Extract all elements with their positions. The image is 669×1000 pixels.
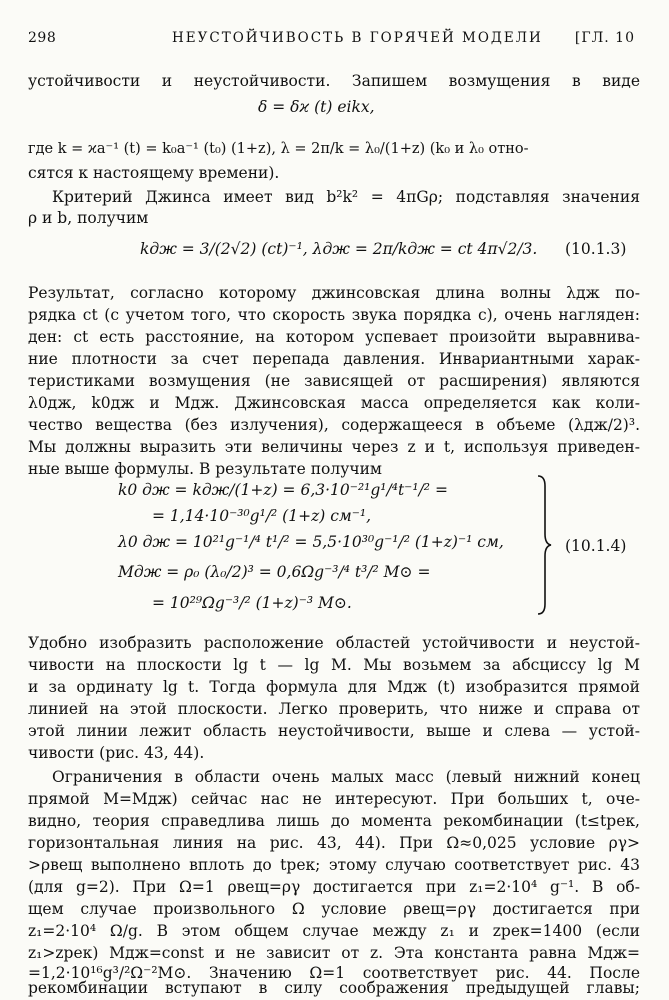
text-line: z₁>zрек) Mдж=const и не зависит от z. Эта константа равна Mдж= bbox=[28, 944, 640, 962]
text-line: Удобно изобразить расположение областей устойчивости и неустой- bbox=[28, 634, 640, 652]
text-line: Ограничения в области очень малых масс (левый нижний конец bbox=[52, 768, 640, 786]
text-line: ρ и b, получим bbox=[28, 209, 149, 227]
text-line: (для g=2). При Ω=1 ρвещ=ργ достигается при z₁=2·10⁴ g⁻¹. В об- bbox=[28, 878, 640, 896]
text-line: рекомбинации вступают в силу соображения предыдущей главы; bbox=[28, 979, 640, 997]
text-line: теристиками возмущения (не зависящей от расширения) являются bbox=[28, 372, 640, 390]
text-line: ные выше формулы. В результате получим bbox=[28, 460, 382, 478]
text-line: z₁=2·10⁴ Ω/g. В этом общем случае между z₁ и zрек=1400 (если bbox=[28, 922, 640, 940]
text-line: и за ординату lg t. Тогда формула для Mдж (t) изобразится прямой bbox=[28, 678, 640, 696]
equation-row: λ0 дж = 10²¹g⁻¹/⁴ t¹/² = 5,5·10³⁰g⁻¹/² (1+z)⁻¹ см, bbox=[118, 533, 504, 551]
right-brace bbox=[536, 474, 552, 616]
equation-row: Mдж = ρ₀ (λ₀/2)³ = 0,6Ωg⁻³/⁴ t³/² M⊙ = bbox=[118, 563, 431, 581]
text-line: ние плотности за счет перепада давления. Инвариантными харак- bbox=[28, 350, 640, 368]
text-line: прямой M=Mдж) сейчас нас не интересуют. При больших t, оче- bbox=[28, 790, 640, 808]
running-title: НЕУСТОЙЧИВОСТЬ В ГОРЯЧЕЙ МОДЕЛИ bbox=[172, 30, 543, 46]
equation-row: = 1,14·10⁻³⁰g¹/² (1+z) см⁻¹, bbox=[152, 507, 372, 525]
text-line: этой линии лежит область неустойчивости, выше и слева — устой- bbox=[28, 722, 640, 740]
equation-number: (10.1.3) bbox=[565, 240, 627, 258]
equation-perturbation: δ = δϰ (t) eikx, bbox=[258, 98, 375, 116]
text-line: видно, теория справедлива лишь до момента рекомбинации (t≤tрек, bbox=[28, 812, 640, 830]
text-line: горизонтальная линия на рис. 43, 44). При Ω≈0,025 условие ργ> bbox=[28, 834, 640, 852]
equation-row: k0 дж = kдж/(1+z) = 6,3·10⁻²¹g¹/⁴t⁻¹/² = bbox=[118, 481, 448, 499]
text-line: где k = ϰa⁻¹ (t) = k₀a⁻¹ (t₀) (1+z), λ = 2π/k = λ₀/(1+z) (k₀ и λ₀ отно- bbox=[28, 141, 529, 157]
text-line: сятся к настоящему времени). bbox=[28, 164, 280, 182]
text-line: Мы должны выразить эти величины через z и t, используя приведен- bbox=[28, 438, 640, 456]
text-line: линией на этой плоскости. Легко проверить, что ниже и справа от bbox=[28, 700, 640, 718]
text-line: λ0дж, k0дж и Mдж. Джинсовская масса определяется как коли- bbox=[28, 394, 640, 412]
text-line: =1,2·10¹⁶g³/²Ω⁻²M⊙. Значению Ω=1 соответствует рис. 44. После bbox=[28, 964, 640, 982]
text-line: Результат, согласно которому джинсовская длина волны λдж по- bbox=[28, 284, 640, 302]
text-line: чивости (рис. 43, 44). bbox=[28, 744, 205, 762]
equation-number: (10.1.4) bbox=[565, 537, 627, 555]
text-line: устойчивости и неустойчивости. Запишем возмущения в виде bbox=[28, 72, 640, 90]
text-line: ден: ct есть расстояние, на котором успевает произойти выравнива- bbox=[28, 328, 640, 346]
equation-jeans: kдж = 3/(2√2) (ct)⁻¹, λдж = 2π/kдж = ct 4π√2/3. bbox=[140, 240, 538, 258]
equation-row: = 10²⁹Ωg⁻³/² (1+z)⁻³ M⊙. bbox=[152, 594, 352, 612]
chapter-label: [ГЛ. 10 bbox=[574, 30, 635, 46]
text-line: Критерий Джинса имеет вид b²k² = 4πGρ; подставляя значения bbox=[52, 188, 640, 206]
page-number: 298 bbox=[28, 30, 57, 46]
text-line: >ρвещ выполнено вплоть до tрек; этому случаю соответствует рис. 43 bbox=[28, 856, 640, 874]
text-line: щем случае произвольного Ω условие ρвещ=ργ достигается при bbox=[28, 900, 640, 918]
text-line: чество вещества (без излучения), содержащееся в объеме (λдж/2)³. bbox=[28, 416, 640, 434]
text-line: чивости на плоскости lg t — lg M. Мы возьмем за абсциссу lg M bbox=[28, 656, 640, 674]
text-line: рядка ct (с учетом того, что скорость звука порядка c), очень нагляден: bbox=[28, 306, 640, 324]
